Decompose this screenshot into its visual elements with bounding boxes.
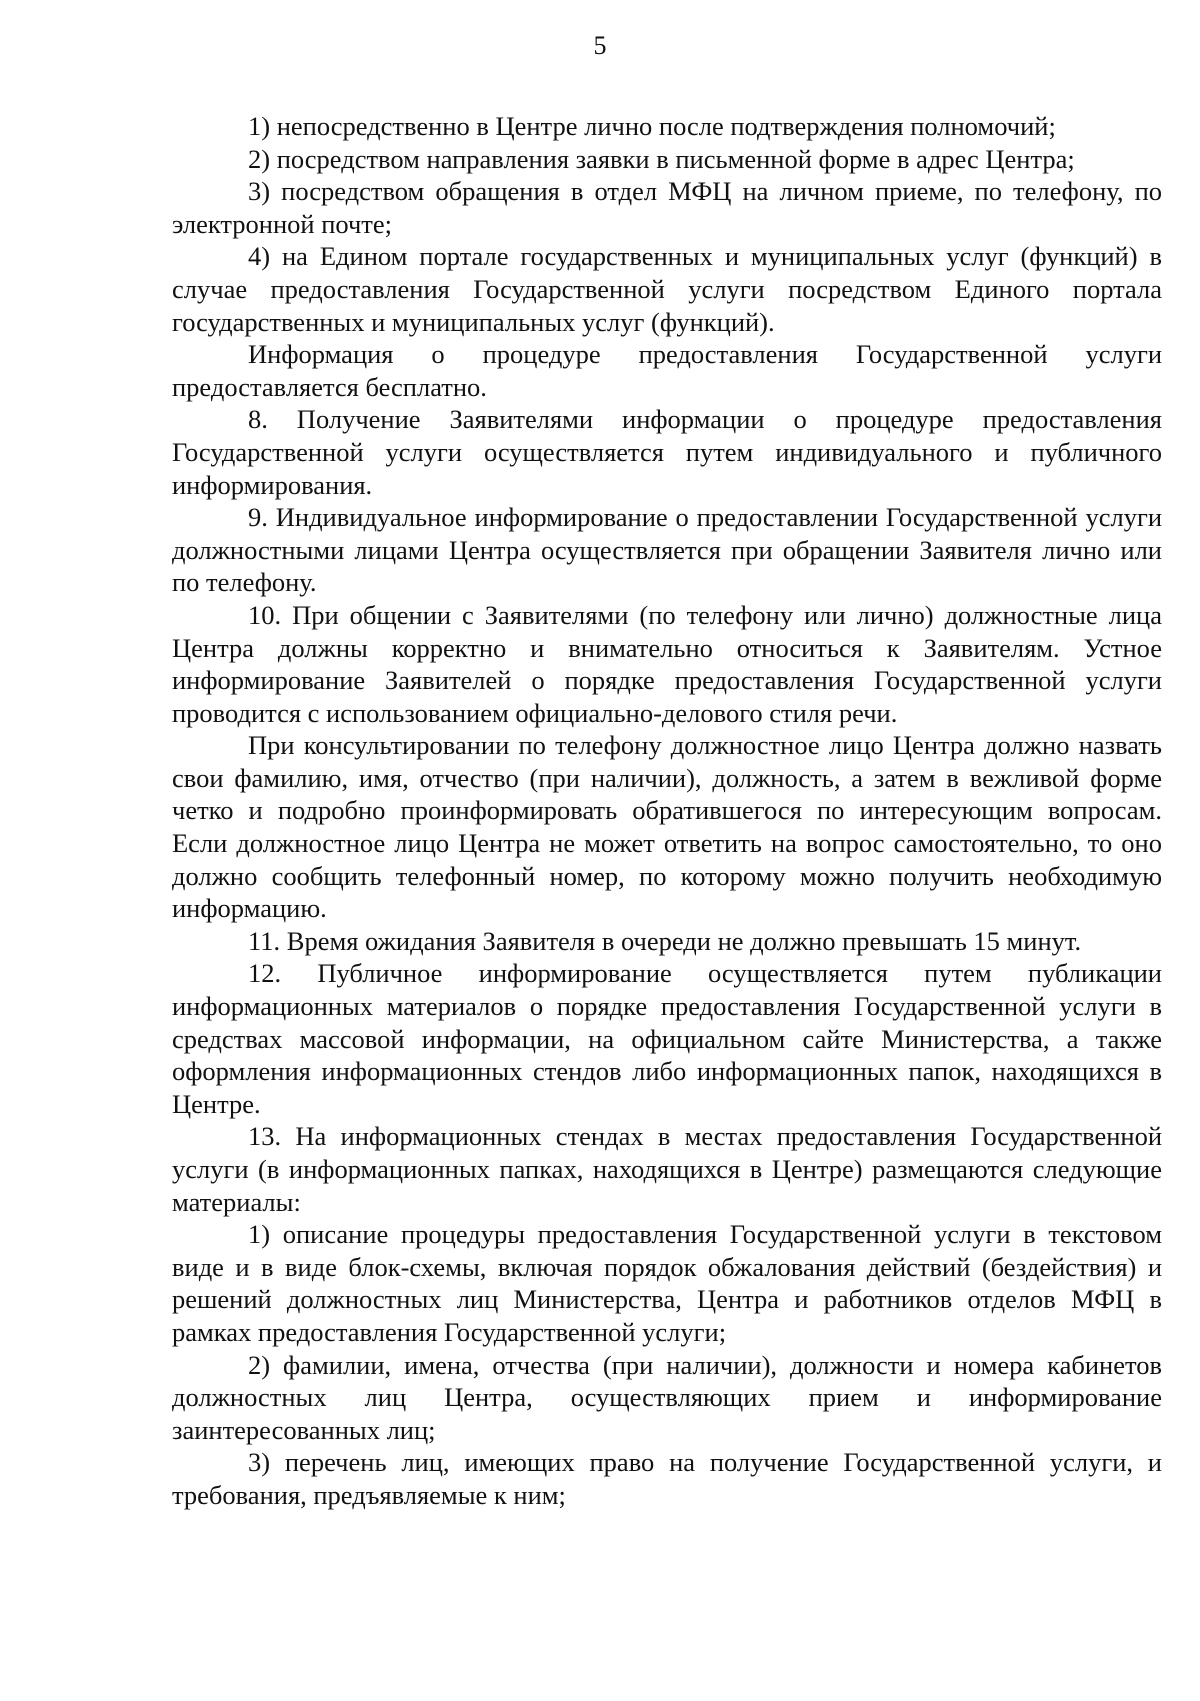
paragraph: 12. Публичное информирование осуществляется путем публикации информационных материалов о порядке предоставления Государственной услуги в средствах массовой информации, на официальном сайте Министерства, а также оформления информационных стендов либо информационных папок, находящихся в Центре. — [172, 958, 1162, 1119]
paragraph: 10. При общении с Заявителями (по телефону или лично) должностные лица Центра должны корректно и внимательно относиться к Заявителям. Устное информирование Заявителей о порядке предоставления Государственной услуги проводится с использованием официально-делового стиля речи. — [172, 599, 1162, 728]
paragraph: 2) фамилии, имена, отчества (при наличии), должности и номера кабинетов должностных лиц Центра, осуществляющих прием и информирование заинтересованных лиц; — [172, 1349, 1162, 1445]
paragraph: 3) перечень лиц, имеющих право на получение Государственной услуги, и требования, предъявляемые к ним; — [172, 1447, 1162, 1510]
page-number: 5 — [593, 31, 607, 60]
paragraph: 1) непосредственно в Центре лично после подтверждения полномочий; — [248, 111, 1056, 141]
paragraph: 9. Индивидуальное информирование о предоставлении Государственной услуги должностными лицами Центра осуществляется при обращении Заявителя лично или по телефону. — [172, 502, 1162, 598]
paragraph: 3) посредством обращения в отдел МФЦ на личном приеме, по телефону, по электронной почте; — [172, 176, 1162, 239]
paragraph: 2) посредством направления заявки в письменной форме в адрес Центра; — [248, 143, 1075, 174]
paragraph: 1) описание процедуры предоставления Государственной услуги в текстовом виде и в виде блок-схемы, включая порядок обжалования действий (бездействия) и решений должностных лиц Министерства, Центра и работников отделов МФЦ в рамках предоставления Государственной услуги; — [172, 1219, 1162, 1347]
paragraph: 13. На информационных стендах в местах предоставления Государственной услуги (в информационных папках, находящихся в Центре) размещаются следующие материалы: — [172, 1121, 1162, 1217]
paragraph: При консультировании по телефону должностное лицо Центра должно назвать свои фамилию, имя, отчество (при наличии), должность, а затем в вежливой форме четко и подробно проинформировать обратившегося по интересующим вопросам. Если должностное лицо Центра не может ответить на вопрос самостоятельно, то оно должно сообщить телефонный номер, по которому можно получить необходимую информацию. — [172, 730, 1162, 924]
paragraph: 8. Получение Заявителями информации о процедуре предоставления Государственной услуги осуществляется путем индивидуального и публичного информирования. — [172, 404, 1162, 500]
paragraph: 11. Время ожидания Заявителя в очереди не должно превышать 15 минут. — [248, 925, 1082, 956]
paragraph: Информация о процедуре предоставления Государственной услуги предоставляется бесплатно. — [172, 339, 1162, 402]
paragraph: 4) на Едином портале государственных и муниципальных услуг (функций) в случае предоставления Государственной услуги посредством Единого портала государственных и муниципальных услуг (функций). — [172, 241, 1162, 337]
document-body — [172, 110, 1162, 1512]
